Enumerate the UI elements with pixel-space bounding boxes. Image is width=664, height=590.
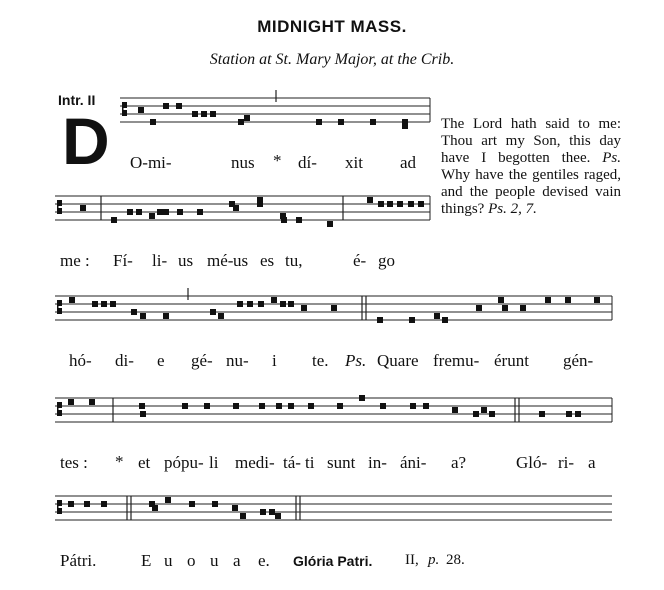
page-subtitle: Station at St. Mary Major, at the Crib. — [209, 51, 455, 68]
lyric-syllable: Gló- — [516, 453, 548, 472]
lyric-syllable: érunt — [494, 351, 529, 370]
neume-note — [260, 509, 266, 515]
neume-note — [247, 301, 253, 307]
gloria-page-label: p. — [428, 552, 440, 568]
neume-note — [280, 301, 286, 307]
gloria-reference: Glória Patri. — [293, 553, 373, 569]
neume-note — [240, 513, 246, 519]
gloria-mode: II, — [405, 552, 419, 568]
lyric-syllable: dí- — [298, 153, 317, 172]
asterisk-mark: * — [273, 151, 282, 170]
intonation-label: Intr. II — [58, 92, 96, 108]
neume-note — [163, 209, 169, 215]
neume-note — [218, 313, 224, 319]
neume-note — [502, 305, 508, 311]
asterisk-mark: * — [115, 452, 124, 471]
lyric-syllable: E — [141, 551, 152, 570]
neume-note — [408, 201, 414, 207]
neume-note — [434, 313, 440, 319]
page-title: MIDNIGHT MASS. — [257, 17, 407, 36]
neume-note — [594, 297, 600, 303]
neume-note — [327, 221, 333, 227]
neume-note — [380, 403, 386, 409]
neume-note — [316, 119, 322, 125]
lyric-syllable: ri- — [558, 453, 575, 472]
lyric-syllable: es — [260, 251, 275, 270]
neume-note — [473, 411, 479, 417]
lyric-syllable: Quare — [377, 351, 419, 370]
lyric-syllable: o — [187, 551, 196, 570]
neume-note — [423, 403, 429, 409]
neume-note — [233, 403, 239, 409]
neume-note — [157, 209, 163, 215]
neume-note — [201, 111, 207, 117]
neume-note — [101, 301, 107, 307]
neume-note — [259, 403, 265, 409]
lyric-syllable: te. — [312, 351, 329, 370]
neume-note — [238, 119, 244, 125]
lyric-syllable: a? — [451, 453, 467, 472]
drop-cap-initial: D — [62, 104, 110, 178]
neume-note — [149, 213, 155, 219]
neume-note — [476, 305, 482, 311]
neume-note — [288, 301, 294, 307]
lyric-syllable: gén- — [563, 351, 594, 370]
neume-note — [182, 403, 188, 409]
neume-note — [481, 407, 487, 413]
neume-note — [545, 297, 551, 303]
neume-note — [136, 209, 142, 215]
neume-note — [140, 313, 146, 319]
lyric-syllable: nus — [231, 153, 255, 172]
neume-note — [177, 209, 183, 215]
neume-note — [89, 399, 95, 405]
lyric-syllable: áni- — [400, 453, 427, 472]
lyric-syllable: e — [157, 351, 165, 370]
lyric-syllable: ti — [305, 453, 315, 472]
translation-part: The Lord hath said to me: Thou art my Son, this day have I begotten thee. — [441, 116, 621, 166]
neume-note — [566, 411, 572, 417]
neume-note — [92, 301, 98, 307]
neume-note — [189, 501, 195, 507]
lyric-syllable: tá- — [283, 453, 301, 472]
neume-note — [152, 505, 158, 511]
lyric-syllable: li — [209, 453, 219, 472]
neume-note — [101, 501, 107, 507]
neume-note — [210, 111, 216, 117]
neume-note — [163, 313, 169, 319]
neume-note — [69, 297, 75, 303]
neume-note — [68, 501, 74, 507]
lyric-syllable: Pátri. — [60, 551, 97, 570]
neume-note — [397, 201, 403, 207]
lyric-syllable: sunt — [327, 453, 356, 472]
lyric-syllable: di- — [115, 351, 134, 370]
neume-note — [378, 201, 384, 207]
neume-note — [165, 497, 171, 503]
neume-note — [140, 411, 146, 417]
lyric-syllable: pópu- — [164, 453, 204, 472]
neume-note — [111, 217, 117, 223]
lyric-syllable: us — [233, 251, 249, 270]
lyric-syllable: nu- — [226, 351, 249, 370]
translation-ps-reference: Ps. 2, 7. — [488, 201, 537, 217]
lyric-syllable: Fí- — [113, 251, 133, 270]
neume-note — [271, 297, 277, 303]
neume-note — [281, 217, 287, 223]
neume-note — [204, 403, 210, 409]
lyric-syllable: medi- — [235, 453, 275, 472]
c-clef-icon — [57, 402, 59, 416]
c-clef-icon — [57, 200, 59, 214]
lyric-syllable: go — [378, 251, 395, 270]
neume-note — [520, 305, 526, 311]
lyric-syllable: gé- — [191, 351, 213, 370]
lyric-syllable: xit — [345, 153, 363, 172]
lyric-syllable: fremu- — [433, 351, 480, 370]
neume-note — [498, 297, 504, 303]
c-clef-icon — [57, 300, 59, 314]
neume-note — [233, 205, 239, 211]
neume-note — [68, 399, 74, 405]
neume-note — [288, 403, 294, 409]
lyric-syllable: i — [272, 351, 277, 370]
neume-note — [338, 119, 344, 125]
c-clef-icon — [57, 500, 59, 514]
neume-note — [276, 403, 282, 409]
neume-note — [80, 205, 86, 211]
neume-note — [418, 201, 424, 207]
neume-note — [232, 505, 238, 511]
lyric-syllable: ad — [400, 153, 417, 172]
neume-note — [84, 501, 90, 507]
neume-note — [237, 301, 243, 307]
neume-note — [131, 309, 137, 315]
neume-note — [212, 501, 218, 507]
neume-note — [257, 201, 263, 207]
neume-note — [244, 115, 250, 121]
lyric-syllable: u — [164, 551, 173, 570]
neume-note — [258, 301, 264, 307]
lyric-syllable: li- — [152, 251, 168, 270]
lyric-syllable: tes : — [60, 453, 88, 472]
lyric-syllable: a — [233, 551, 241, 570]
neume-note — [269, 509, 275, 515]
neume-note — [452, 407, 458, 413]
lyric-syllable: é- — [353, 251, 367, 270]
lyric-syllable: tu, — [285, 251, 303, 270]
lyric-syllable: hó- — [69, 351, 92, 370]
lyric-syllable: a — [588, 453, 596, 472]
lyric-syllable: me : — [60, 251, 90, 270]
neume-note — [296, 217, 302, 223]
translation-part: Why have the gentiles raged, and the people devised vain things? — [441, 167, 621, 217]
translation-ps-marker: Ps. — [602, 150, 621, 166]
lyric-syllable: u — [210, 551, 219, 570]
neume-note — [370, 119, 376, 125]
neume-note — [539, 411, 545, 417]
neume-note — [176, 103, 182, 109]
neume-note — [359, 395, 365, 401]
neume-note — [337, 403, 343, 409]
neume-note — [192, 111, 198, 117]
neume-note — [308, 403, 314, 409]
lyric-syllable: us — [178, 251, 194, 270]
neume-note — [402, 123, 408, 129]
neume-note — [565, 297, 571, 303]
neume-note — [127, 209, 133, 215]
lyric-syllable: mé- — [207, 251, 234, 270]
lyric-syllable: e. — [258, 551, 270, 570]
neume-note — [275, 513, 281, 519]
neume-note — [163, 103, 169, 109]
psalm-marker: Ps. — [345, 351, 367, 370]
c-clef-icon — [122, 102, 124, 116]
gloria-page-number: 28. — [446, 552, 465, 568]
neume-note — [197, 209, 203, 215]
neume-note — [377, 317, 383, 323]
neume-note — [387, 201, 393, 207]
neume-note — [442, 317, 448, 323]
lyric-syllable: et — [138, 453, 151, 472]
neume-note — [410, 403, 416, 409]
neume-note — [575, 411, 581, 417]
neume-note — [367, 197, 373, 203]
neume-note — [150, 119, 156, 125]
neume-note — [489, 411, 495, 417]
neume-note — [409, 317, 415, 323]
neume-note — [138, 107, 144, 113]
neume-note — [110, 301, 116, 307]
lyric-syllable: in- — [368, 453, 387, 472]
neume-note — [301, 305, 307, 311]
neume-note — [139, 403, 145, 409]
lyric-syllable: O-mi- — [130, 153, 172, 172]
neume-note — [210, 309, 216, 315]
neume-note — [331, 305, 337, 311]
